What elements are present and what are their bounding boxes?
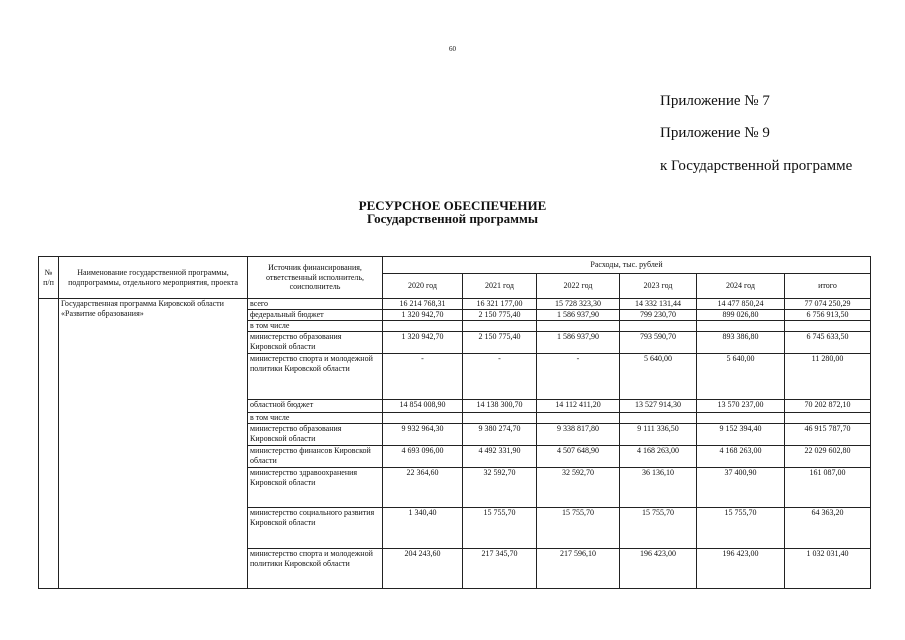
value-cell: 5 640,00 xyxy=(620,354,697,400)
value-cell: 217 596,10 xyxy=(537,549,620,589)
value-cell xyxy=(537,321,620,332)
value-cell: 4 492 331,90 xyxy=(463,446,537,468)
total-cell: 161 087,00 xyxy=(785,468,871,508)
resource-table xyxy=(38,256,871,589)
value-cell: 14 477 850,24 xyxy=(697,299,785,310)
value-cell: 893 386,80 xyxy=(697,332,785,354)
value-cell: 1 586 937,90 xyxy=(537,310,620,321)
value-cell xyxy=(463,321,537,332)
value-cell xyxy=(620,321,697,332)
value-cell: 2 150 775,40 xyxy=(463,310,537,321)
value-cell xyxy=(383,321,463,332)
value-cell: 36 136,10 xyxy=(620,468,697,508)
value-cell: 217 345,70 xyxy=(463,549,537,589)
value-cell: 9 380 274,70 xyxy=(463,424,537,446)
value-cell: 5 640,00 xyxy=(697,354,785,400)
value-cell: 899 026,80 xyxy=(697,310,785,321)
value-cell: - xyxy=(463,354,537,400)
value-cell: 15 755,70 xyxy=(620,508,697,549)
value-cell: 14 332 131,44 xyxy=(620,299,697,310)
value-cell: 13 570 237,00 xyxy=(697,400,785,413)
source-cell: министерство социального развития Кировской области xyxy=(248,508,383,549)
value-cell: 32 592,70 xyxy=(463,468,537,508)
value-cell: 4 693 096,00 xyxy=(383,446,463,468)
total-cell xyxy=(785,413,871,424)
year-header: 2024 год xyxy=(697,274,785,299)
value-cell: 1 340,40 xyxy=(383,508,463,549)
source-cell: министерство здравоохранения Кировской области xyxy=(248,468,383,508)
value-cell: 9 932 964,30 xyxy=(383,424,463,446)
value-cell: 14 112 411,20 xyxy=(537,400,620,413)
value-cell: 1 586 937,90 xyxy=(537,332,620,354)
value-cell: 15 755,70 xyxy=(697,508,785,549)
year-header: 2020 год xyxy=(383,274,463,299)
value-cell: - xyxy=(537,354,620,400)
year-header: 2021 год xyxy=(463,274,537,299)
value-cell: 9 338 817,80 xyxy=(537,424,620,446)
value-cell: 1 320 942,70 xyxy=(383,310,463,321)
value-cell: 15 755,70 xyxy=(463,508,537,549)
total-cell: 1 032 031,40 xyxy=(785,549,871,589)
value-cell: 14 854 008,90 xyxy=(383,400,463,413)
year-header: 2022 год xyxy=(537,274,620,299)
value-cell: 4 168 263,00 xyxy=(697,446,785,468)
value-cell xyxy=(697,321,785,332)
source-cell: в том числе xyxy=(248,413,383,424)
value-cell xyxy=(697,413,785,424)
value-cell: 4 168 263,00 xyxy=(620,446,697,468)
total-cell: 6 756 913,50 xyxy=(785,310,871,321)
total-header: итого xyxy=(785,274,871,299)
total-cell: 11 280,00 xyxy=(785,354,871,400)
source-cell: министерство образования Кировской области xyxy=(248,424,383,446)
value-cell: 196 423,00 xyxy=(620,549,697,589)
source-cell: в том числе xyxy=(248,321,383,332)
total-cell: 64 363,20 xyxy=(785,508,871,549)
value-cell: - xyxy=(383,354,463,400)
value-cell: 16 214 768,31 xyxy=(383,299,463,310)
appendix-line-3: к Государственной программе xyxy=(660,158,853,174)
total-cell: 77 074 250,29 xyxy=(785,299,871,310)
value-cell: 9 111 336,50 xyxy=(620,424,697,446)
source-cell: министерство спорта и молодежной политики Кировской области xyxy=(248,549,383,589)
source-cell: всего xyxy=(248,299,383,310)
header-row xyxy=(39,257,871,274)
value-cell xyxy=(463,413,537,424)
source-cell: областной бюджет xyxy=(248,400,383,413)
total-cell xyxy=(785,321,871,332)
document-title: РЕСУРСНОЕ ОБЕСПЕЧЕНИЕ xyxy=(358,198,547,213)
col-header-expenses: Расходы, тыс. рублей xyxy=(383,257,871,274)
row-number-cell xyxy=(39,299,59,589)
col-header-number: № п/п xyxy=(39,257,59,299)
value-cell xyxy=(620,413,697,424)
appendix-line-1: Приложение № 7 xyxy=(660,93,770,109)
year-header: 2023 год xyxy=(620,274,697,299)
total-cell: 6 745 633,50 xyxy=(785,332,871,354)
value-cell xyxy=(537,413,620,424)
source-cell: министерство спорта и молодежной политики Кировской области xyxy=(248,354,383,400)
value-cell: 15 728 323,30 xyxy=(537,299,620,310)
value-cell: 15 755,70 xyxy=(537,508,620,549)
value-cell: 22 364,60 xyxy=(383,468,463,508)
appendix-line-2: Приложение № 9 xyxy=(660,125,770,141)
table-row xyxy=(39,299,871,310)
page-number: 60 xyxy=(449,45,456,53)
value-cell: 14 138 300,70 xyxy=(463,400,537,413)
value-cell: 16 321 177,00 xyxy=(463,299,537,310)
program-name-cell: Государственная программа Кировской области «Развитие образования» xyxy=(59,299,248,589)
total-cell: 70 202 872,10 xyxy=(785,400,871,413)
col-header-source: Источник финансирования, ответственный исполнитель, соисполнитель xyxy=(248,257,383,299)
value-cell: 793 590,70 xyxy=(620,332,697,354)
value-cell: 32 592,70 xyxy=(537,468,620,508)
total-cell: 46 915 787,70 xyxy=(785,424,871,446)
value-cell xyxy=(383,413,463,424)
value-cell: 799 230,70 xyxy=(620,310,697,321)
value-cell: 1 320 942,70 xyxy=(383,332,463,354)
value-cell: 204 243,60 xyxy=(383,549,463,589)
value-cell: 4 507 648,90 xyxy=(537,446,620,468)
source-cell: министерство образования Кировской области xyxy=(248,332,383,354)
document-subtitle: Государственной программы xyxy=(366,211,539,226)
value-cell: 2 150 775,40 xyxy=(463,332,537,354)
value-cell: 9 152 394,40 xyxy=(697,424,785,446)
source-cell: федеральный бюджет xyxy=(248,310,383,321)
value-cell: 37 400,90 xyxy=(697,468,785,508)
source-cell: министерство финансов Кировской области xyxy=(248,446,383,468)
total-cell: 22 029 602,80 xyxy=(785,446,871,468)
value-cell: 13 527 914,30 xyxy=(620,400,697,413)
col-header-name: Наименование государственной программы, подпрограммы, отдельного мероприятия, проекта xyxy=(59,257,248,299)
value-cell: 196 423,00 xyxy=(697,549,785,589)
